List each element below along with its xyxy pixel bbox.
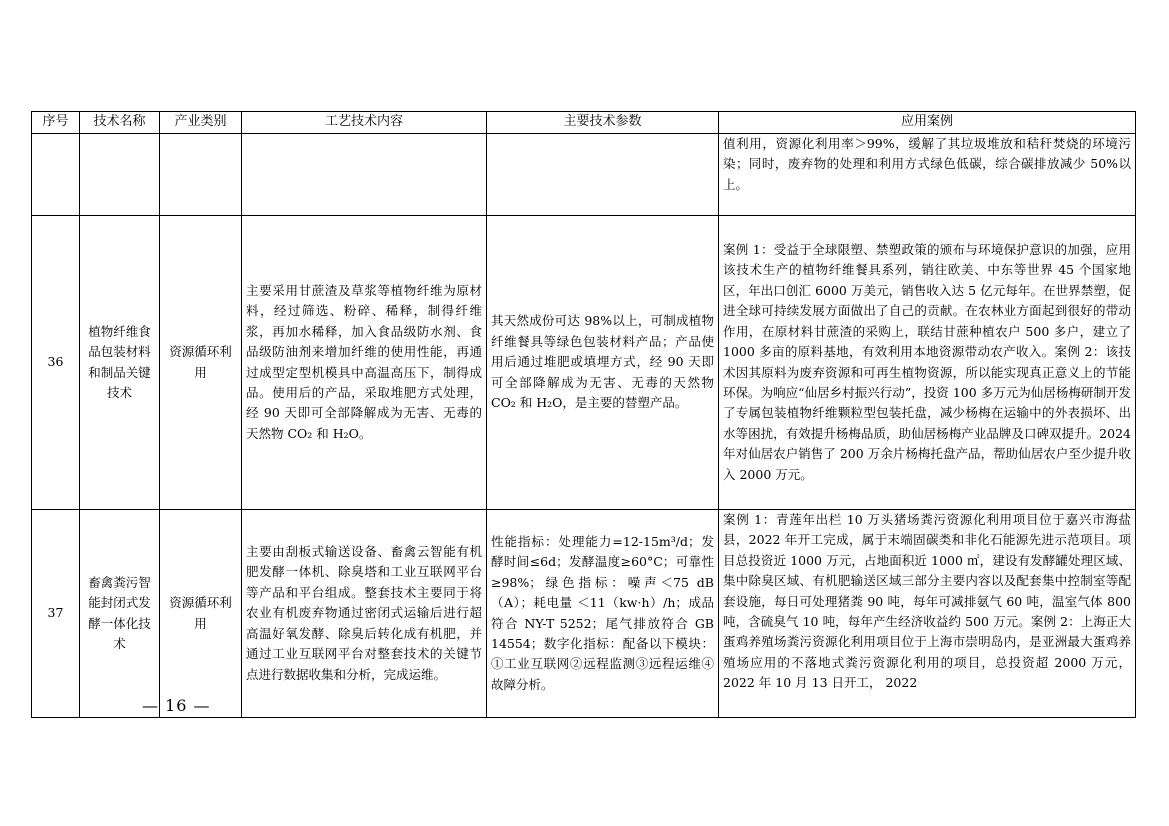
header-technical-parameters: 主要技术参数 [487, 112, 719, 134]
cell-technical-parameters: 性能指标：处理能力=12-15m³/d；发酵时间≤6d；发酵温度≥60°C；可靠性 ≥98%；绿色指标：噪声＜75 dB（A）；耗电量 ＜11（kw·h）/h；成品符合 NY-T 5252；尾气排放符合 GB 14554；数字化指标：配备以下模块：①工业互联网②远程监测③远程运维④故障分析。 [487, 510, 719, 718]
cell-application-case: 案例 1：青莲年出栏 10 万头猪场粪污资源化利用项目位于嘉兴市海盐县，2022 年开工完成，属于末端固碳类和非化石能源先进示范项目。项目总投资近 1000 万元，占地面积近 1000 ㎡，建设有发酵罐处理区域、集中除臭区域、有机肥输送区域三部分主要内容以及配套集中控制室等配套设施，每日可处理猪粪 90 吨，每年可减排氨气 60 吨，温室气体 800 吨，含硫臭气 10 吨，每年产生经济收益约 500 万元。案例 2：上海正大蛋鸡养殖场粪污资源化利用项目位于上海市崇明岛内，是亚洲最大蛋鸡养殖场应用的不落地式粪污资源化利用的项目，总投资超 2000 万元， 2022 年 10 月 13 日开工， 2022 [719, 510, 1136, 718]
cell-empty [487, 134, 719, 216]
cell-industry-category: 资源循环利用 [160, 216, 242, 510]
table-row [32, 510, 1136, 718]
header-serial-number: 序号 [32, 112, 80, 134]
cell-empty [160, 134, 242, 216]
cell-process-content: 主要由刮板式输送设备、畜禽云智能有机肥发酵一体机、除臭塔和工业互联网平台等产品和平台组成。整套技术主要同于将农业有机废弃物通过密闭式运输后进行超高温好氧发酵、除臭后转化成有机肥，并通过工业互联网平台对整套技术的关键节点进行数据收集和分析，完成运维。 [242, 510, 487, 718]
cell-technology-name: 植物纤维食品包装材料和制品关键技术 [80, 216, 160, 510]
cell-serial-number: 36 [32, 216, 80, 510]
cell-empty [80, 134, 160, 216]
cell-industry-category: 资源循环利用 [160, 510, 242, 718]
cell-empty [32, 134, 80, 216]
cell-serial-number: 37 [32, 510, 80, 718]
table-row [32, 216, 1136, 510]
cell-technology-name: 畜禽粪污智能封闭式发酵一体化技术 [80, 510, 160, 718]
cell-application-case: 值利用，资源化利用率＞99%，缓解了其垃圾堆放和秸秆焚烧的环境污染；同时，废弃物的处理和利用方式绿色低碳，综合碳排放减少 50%以上。 [719, 134, 1136, 216]
header-technology-name: 技术名称 [80, 112, 160, 134]
header-industry-category: 产业类别 [160, 112, 242, 134]
header-process-content: 工艺技术内容 [242, 112, 487, 134]
cell-application-case: 案例 1：受益于全球限塑、禁塑政策的颁布与环境保护意识的加强，应用该技术生产的植物纤维餐具系列，销往欧美、中东等世界 45 个国家地区，年出口创汇 6000 万美元，销售收入达 5 亿元每年。在世界禁塑，促进全球可持续发展方面做出了自己的贡献。在农林业方面起到很好的带动作用，在原材料甘蔗渣的采购上，联结甘蔗种植农户 500 多户，建立了 1000 多亩的原料基地，有效利用本地资源带动农产收入。案例 2：该技术因其原料为废弃资源和可再生植物资源，所以能实现真正意义上的节能环保。为响应“仙居乡村振兴行动”，投资 100 多万元为仙居杨梅研制开发了专属包装植物纤维颗粒型包装托盘，减少杨梅在运输中的外表损坏、出水等困扰，有效提升杨梅品质，助仙居杨梅产业品牌及口碑双提升。2024 年对仙居农户销售了 200 万余片杨梅托盘产品，帮助仙居农户至少提升收入 2000 万元。 [719, 216, 1136, 510]
data-table [31, 111, 1136, 718]
cell-empty [242, 134, 487, 216]
table-header-row [32, 112, 1136, 134]
page-number: — 16 — [142, 696, 211, 715]
table-row-continued [32, 134, 1136, 216]
header-application-cases: 应用案例 [719, 112, 1136, 134]
cell-process-content: 主要采用甘蔗渣及草浆等植物纤维为原材料，经过筛选、粉碎、稀释，制得纤维浆，再加水稀释，加入食品级防水剂、食品级防油剂来增加纤维的使用性能，再通过成型定型机模具中高温高压下，制得成品。使用后的产品，采取堆肥方式处理，经 90 天即可全部降解成为无害、无毒的天然物 CO₂ 和 H₂O。 [242, 216, 487, 510]
cell-technical-parameters: 其天然成份可达 98%以上，可制成植物纤维餐具等绿色包装材料产品；产品使用后通过堆肥或填埋方式，经 90 天即可全部降解成为无害、无毒的天然物 CO₂ 和 H₂O，是主要的替塑产品。 [487, 216, 719, 510]
